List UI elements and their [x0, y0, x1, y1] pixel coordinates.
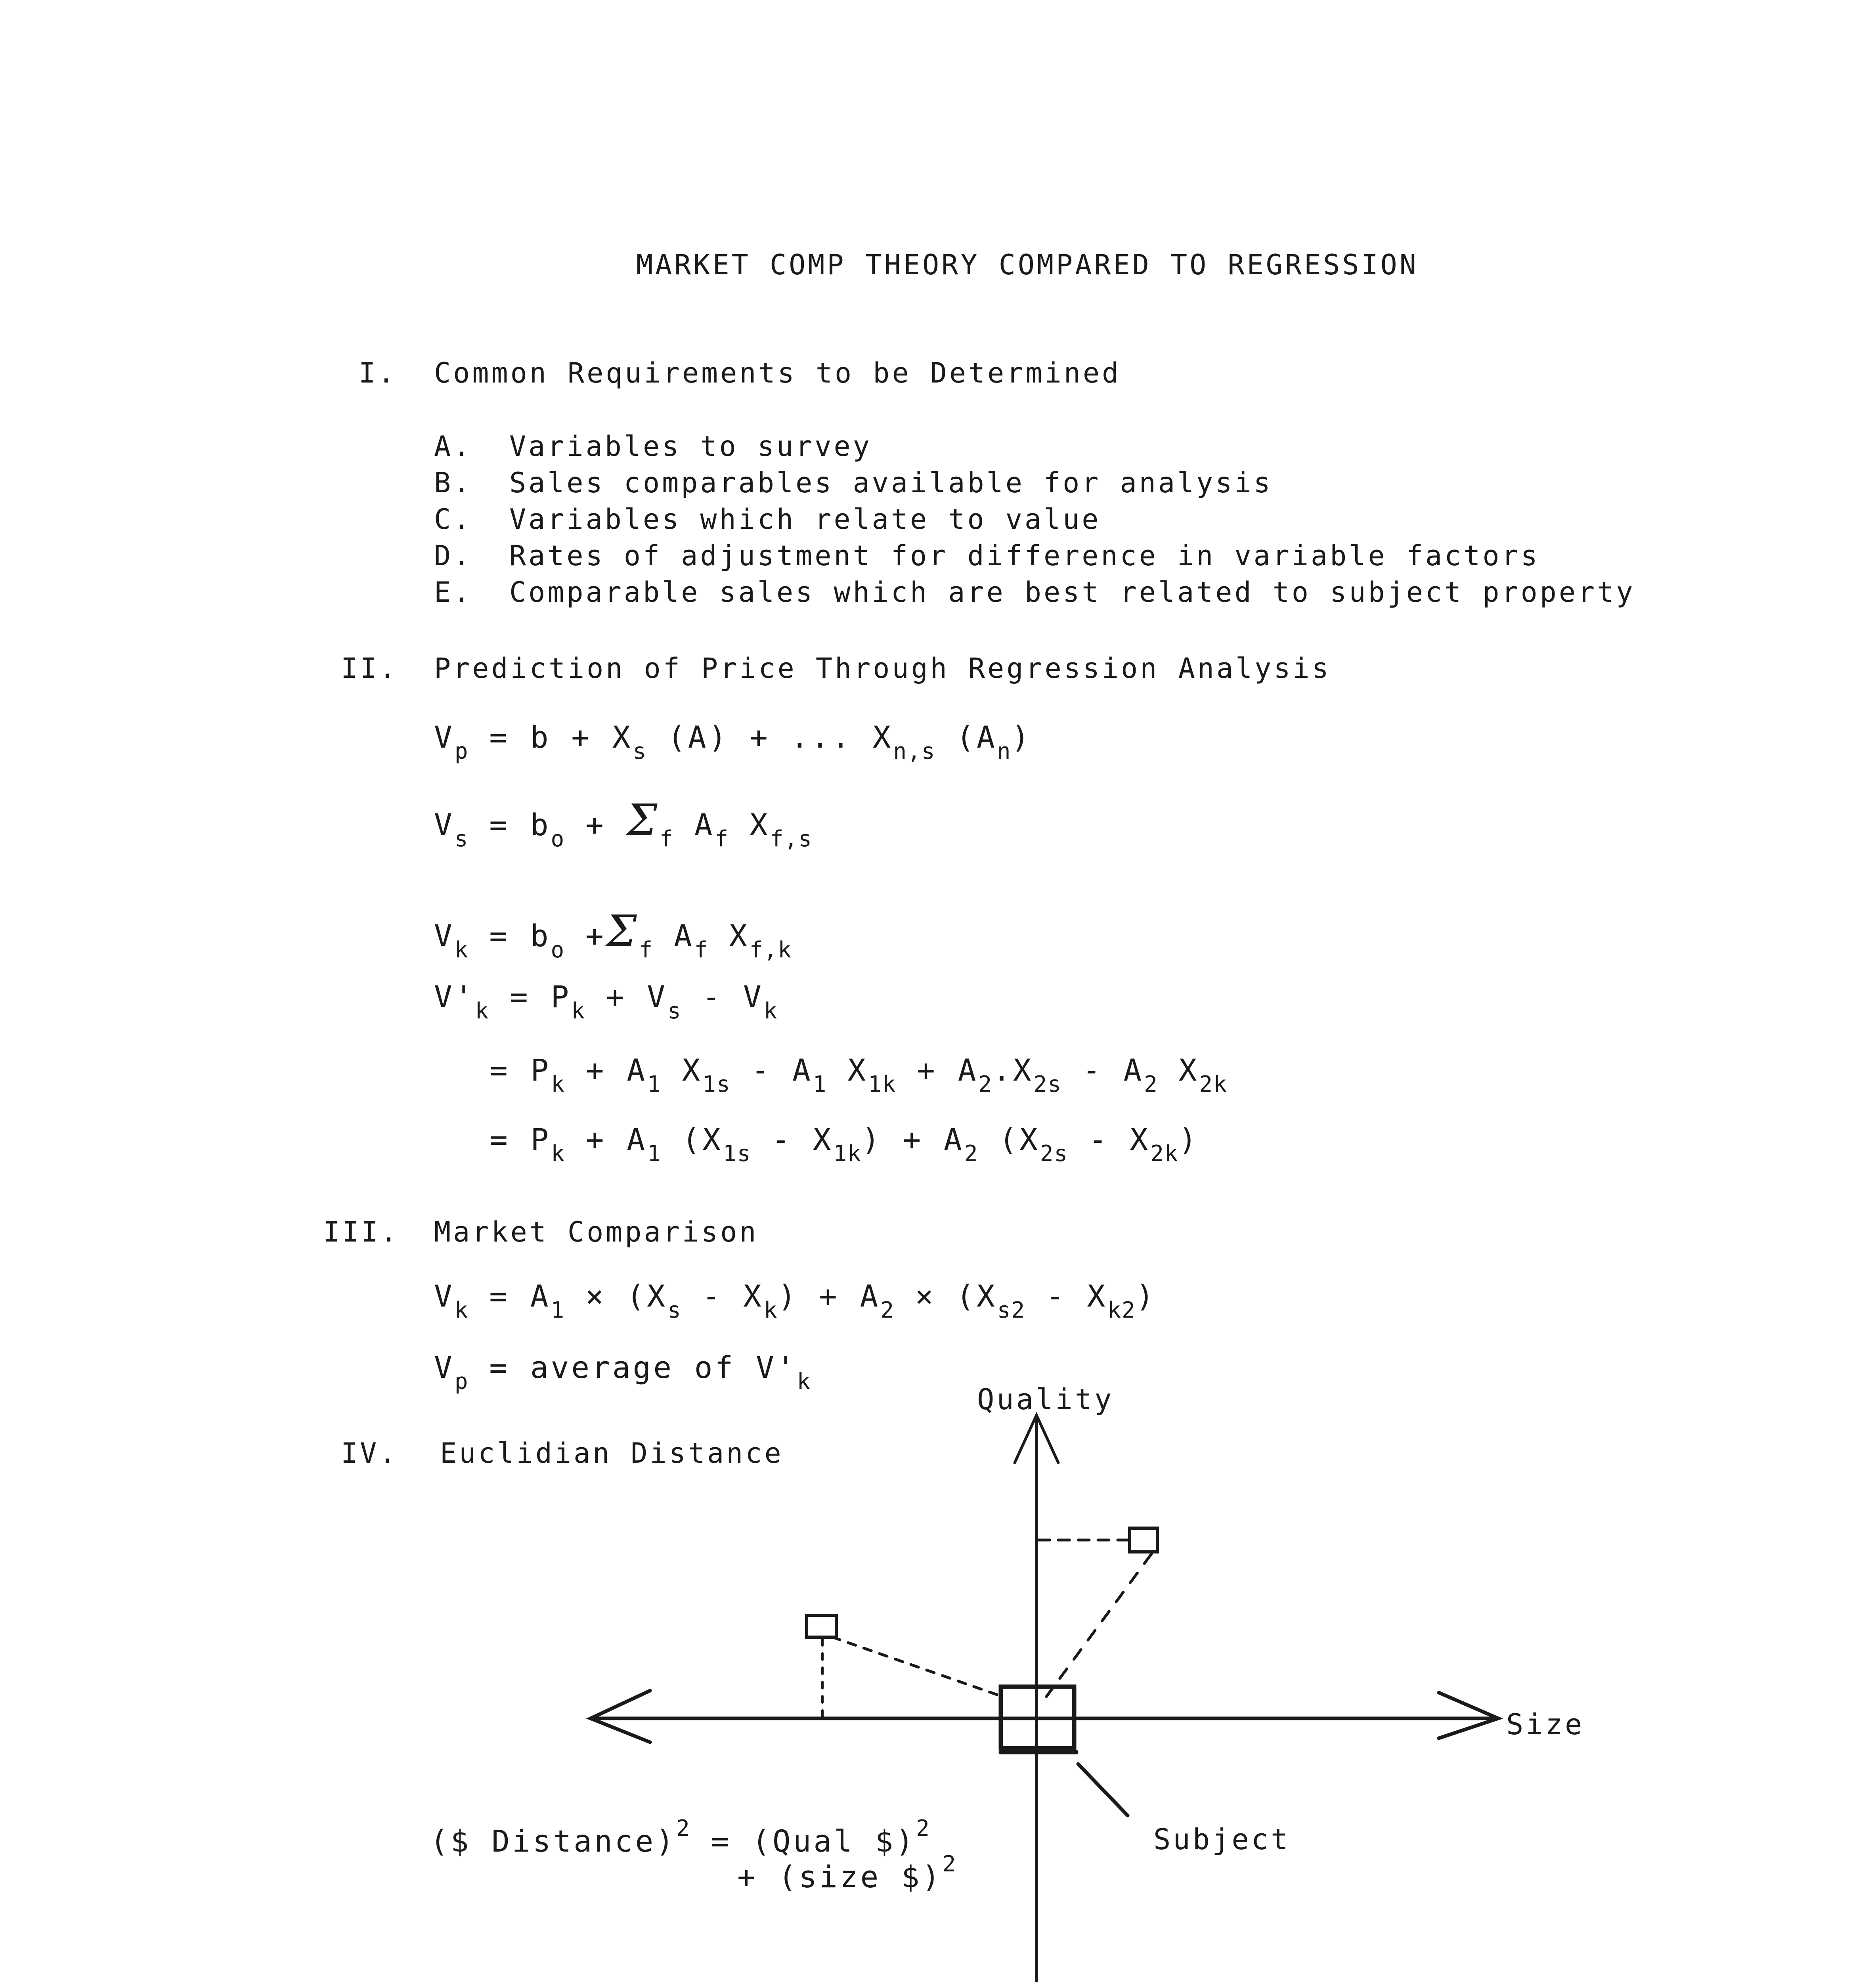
subject-pointer: [1078, 1764, 1128, 1816]
size-axis-right-arrowhead: [1439, 1693, 1498, 1738]
quality-axis-label: Quality: [977, 1383, 1114, 1416]
equation-vp-regression: $V_p = b + X_s$ (A) + ... $X_{n,s}$ $(A_n)$: [434, 719, 1032, 764]
comparable-1-marker: [1130, 1528, 1157, 1552]
section-1-heading: Common Requirements to be Determined: [434, 357, 1121, 389]
list-item-letter: B.: [434, 467, 472, 499]
equation-expansion-1: = $P_k + A_1$ $X_{1s} - A_1$ $X_{1k} + A_2.X_{2s} - A_2$ $X_{2k}$: [490, 1052, 1228, 1097]
subject-label: Subject: [1153, 1823, 1291, 1856]
section-2-heading: Prediction of Price Through Regression Analysis: [434, 652, 1331, 685]
list-item-letter: C.: [434, 503, 472, 536]
size-axis-left-arrowhead: [591, 1691, 650, 1742]
comparable-2-marker: [807, 1615, 836, 1637]
section-3-number: III.: [323, 1216, 400, 1248]
equation-market-comparison: $V_k = A_1 \times (X_s - X_k) + A_2 \times (X_{s2} - X_{k2})$: [434, 1278, 1157, 1323]
list-item-letter: E.: [434, 576, 472, 608]
equation-vs: $V_s = b_o + \Sigma_f$ $A_f$ $X_{f,s}$: [434, 795, 813, 852]
distance-formula-line-2: + (size $)$^2$: [737, 1851, 957, 1894]
equation-vk: $V_k = b_o +\Sigma_f$ $A_f$ $X_{f,k}$: [434, 906, 792, 963]
equation-expansion-2: = $P_k + A_1$ $(X_{1s} - X_{1k}) + A_2$ $(X_{2s} - X_{2k})$: [490, 1122, 1199, 1167]
section-3-heading: Market Comparison: [434, 1216, 759, 1248]
section-1-number: I.: [359, 357, 397, 389]
equation-vk-prime: $V'_k = P_k + V_s - V_k$: [434, 979, 778, 1024]
section-2-number: II.: [341, 652, 398, 685]
size-axis-label: Size: [1506, 1708, 1585, 1741]
comparable-2-distance: [832, 1637, 997, 1695]
section-4-heading: Euclidian Distance: [440, 1437, 784, 1469]
list-item-letter: D.: [434, 540, 472, 572]
list-item: Comparable sales which are best related to subject property: [509, 576, 1635, 608]
list-item: Sales comparables available for analysis: [509, 467, 1273, 499]
page-title: MARKET COMP THEORY COMPARED TO REGRESSION: [636, 249, 1419, 281]
list-item: Variables which relate to value: [509, 503, 1101, 536]
list-item: Variables to survey: [509, 430, 872, 463]
list-item-letter: A.: [434, 430, 472, 463]
distance-formula-line-1: ($ Distance)$^2$ = (Qual $)$^2$: [430, 1816, 930, 1859]
comparable-1-distance: [1046, 1554, 1151, 1697]
equation-vp-average: $V_p$ = average of $V'_k$: [434, 1350, 811, 1395]
list-item: Rates of adjustment for difference in variable factors: [509, 540, 1540, 572]
section-4-number: IV.: [341, 1437, 398, 1469]
